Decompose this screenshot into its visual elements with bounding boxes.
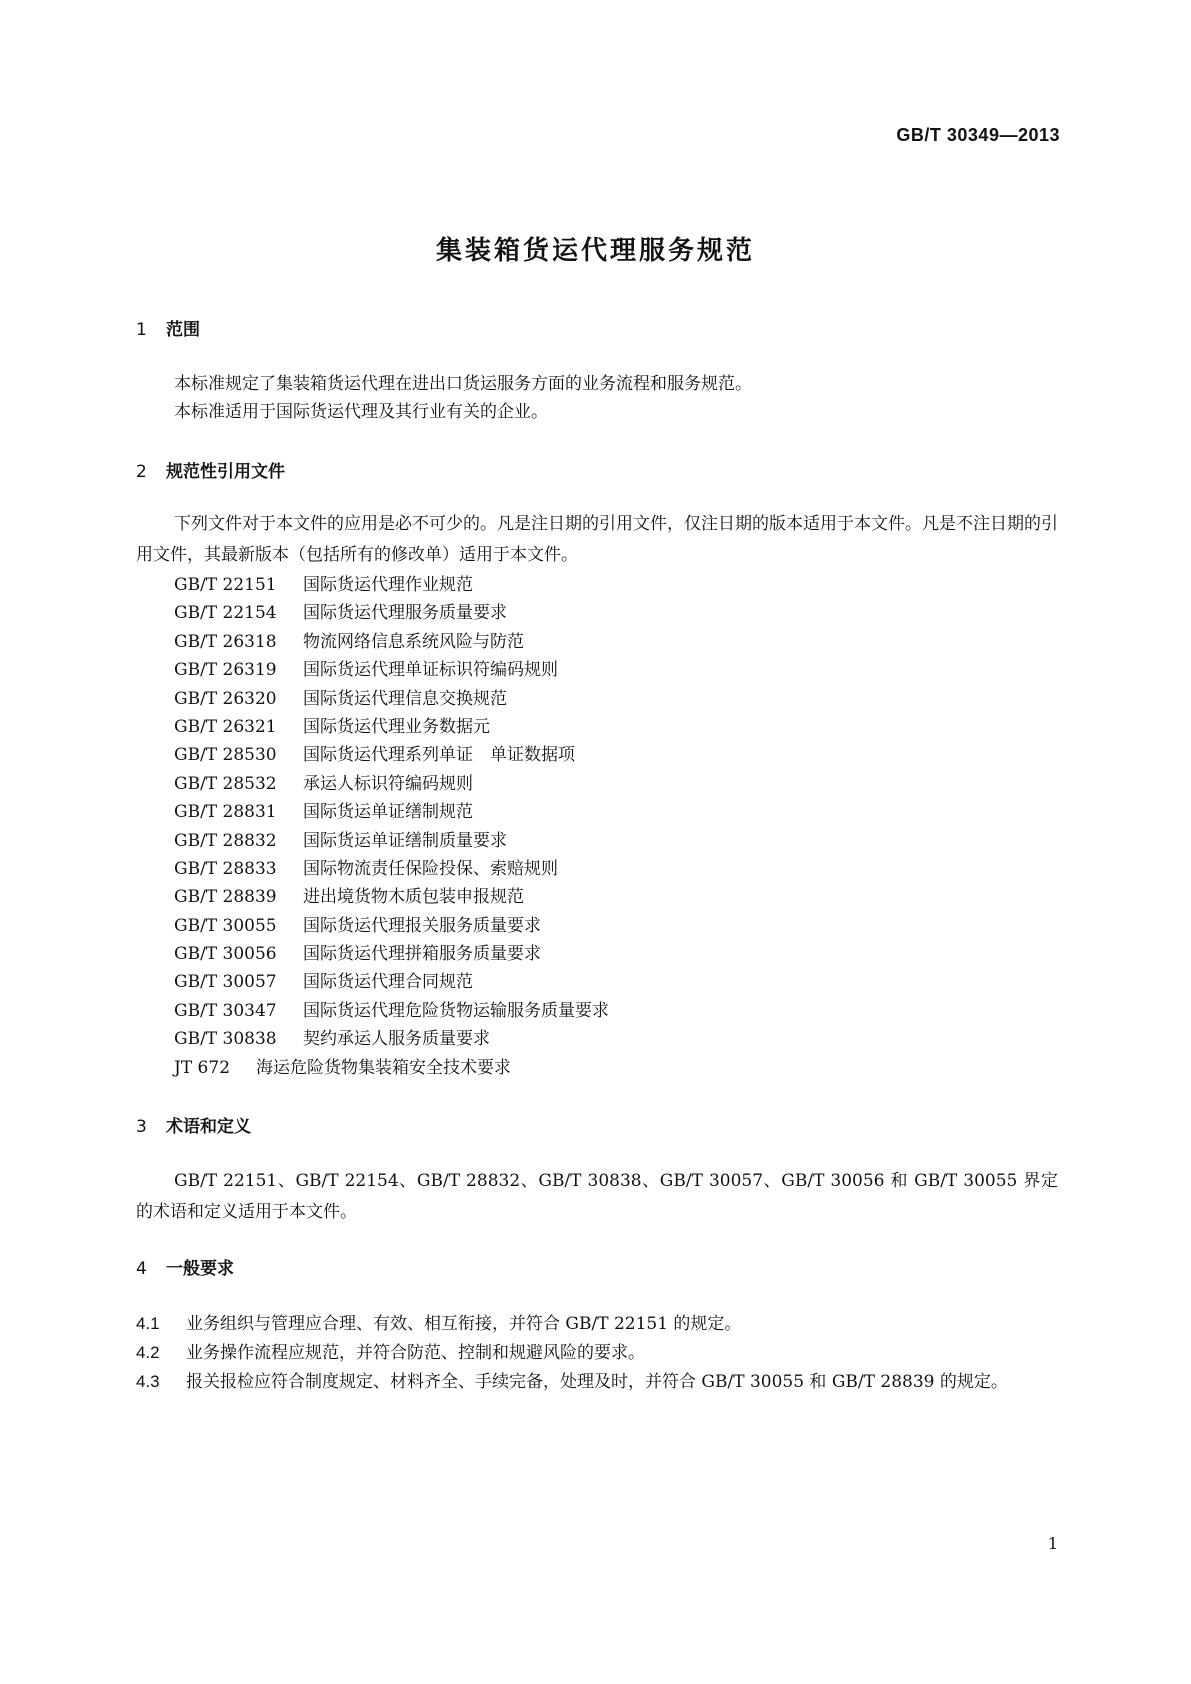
section-heading-normative-references — [136, 457, 285, 482]
reference-code: JT 672 — [174, 1058, 231, 1078]
reference-title: 国际货运单证缮制规范 — [303, 802, 473, 822]
reference-code: GB/T 30347 — [174, 1001, 277, 1021]
reference-item — [174, 655, 558, 680]
reference-title: 国际货运代理系列单证 单证数据项 — [303, 745, 575, 765]
reference-code: GB/T 28832 — [174, 831, 277, 851]
reference-title: 契约承运人服务质量要求 — [303, 1029, 490, 1049]
document-title: 集装箱货运代理服务规范 — [435, 236, 755, 266]
reference-item — [174, 712, 490, 737]
reference-code: GB/T 28833 — [174, 859, 277, 879]
reference-title: 国际货运代理单证标识符编码规则 — [303, 660, 558, 680]
standard-number: GB/T 30349—2013 — [896, 125, 1060, 145]
reference-item — [174, 854, 558, 879]
reference-title: 国际货运代理信息交换规范 — [303, 689, 507, 709]
reference-item — [174, 797, 473, 822]
reference-title: 国际货运单证缮制质量要求 — [303, 831, 507, 851]
reference-item — [174, 1053, 511, 1078]
section-heading-general-requirements — [136, 1254, 234, 1279]
reference-code: GB/T 22151 — [174, 575, 277, 595]
reference-code: GB/T 26319 — [174, 660, 277, 680]
reference-item — [174, 882, 524, 907]
reference-code: GB/T 22154 — [174, 603, 277, 623]
clause-text: 报关报检应符合制度规定、材料齐全、手续完备，处理及时，并符合 GB/T 30055 和 GB/T 28839 的规定。 — [186, 1372, 1008, 1392]
clause-4-3 — [136, 1366, 1058, 1398]
reference-item — [174, 826, 507, 851]
section-title: 一般要求 — [166, 1259, 234, 1279]
reference-code: GB/T 28532 — [174, 774, 277, 794]
reference-code: GB/T 28530 — [174, 745, 277, 765]
clause-text: 业务组织与管理应合理、有效、相互衔接，并符合 GB/T 22151 的规定。 — [186, 1314, 742, 1334]
clause-4-1 — [136, 1308, 1058, 1340]
reference-code: GB/T 28831 — [174, 802, 277, 822]
reference-title: 国际货运代理危险货物运输服务质量要求 — [303, 1001, 609, 1021]
reference-item — [174, 684, 507, 709]
reference-item — [174, 996, 609, 1021]
reference-item — [174, 967, 473, 992]
reference-code: GB/T 26321 — [174, 717, 277, 737]
reference-item — [174, 627, 524, 652]
reference-item — [174, 1024, 490, 1049]
section-number: 3 — [136, 1117, 147, 1137]
reference-title: 承运人标识符编码规则 — [303, 774, 473, 794]
reference-title: 国际货运代理报关服务质量要求 — [303, 916, 541, 936]
section-heading-terms-definitions — [136, 1112, 251, 1137]
reference-title: 国际货运代理合同规范 — [303, 972, 473, 992]
reference-item — [174, 598, 507, 623]
reference-title: 海运危险货物集装箱安全技术要求 — [256, 1058, 511, 1078]
page-number: 1 — [1047, 1534, 1058, 1553]
reference-title: 物流网络信息系统风险与防范 — [303, 632, 524, 652]
reference-title: 国际物流责任保险投保、索赔规则 — [303, 859, 558, 879]
reference-code: GB/T 26318 — [174, 632, 277, 652]
clause-number: 4.3 — [136, 1372, 160, 1391]
reference-item — [174, 570, 473, 595]
reference-title: 进出境货物木质包装申报规范 — [303, 887, 524, 907]
clause-4-2 — [136, 1337, 1058, 1369]
section-number: 2 — [136, 462, 147, 482]
scope-line-1: 本标准规定了集装箱货运代理在进出口货运服务方面的业务流程和服务规范。 — [174, 374, 752, 394]
clause-number: 4.1 — [136, 1314, 160, 1333]
reference-title: 国际货运代理服务质量要求 — [303, 603, 507, 623]
section-title: 术语和定义 — [166, 1117, 251, 1137]
reference-code: GB/T 26320 — [174, 689, 277, 709]
section-title: 规范性引用文件 — [166, 462, 285, 482]
section-number: 4 — [136, 1259, 147, 1279]
reference-item — [174, 740, 575, 765]
reference-item — [174, 769, 473, 794]
reference-title: 国际货运代理拼箱服务质量要求 — [303, 944, 541, 964]
reference-code: GB/T 28839 — [174, 887, 277, 907]
reference-code: GB/T 30838 — [174, 1029, 277, 1049]
reference-code: GB/T 30057 — [174, 972, 277, 992]
reference-code: GB/T 30056 — [174, 944, 277, 964]
reference-item — [174, 939, 541, 964]
reference-code: GB/T 30055 — [174, 916, 277, 936]
references-intro: 下列文件对于本文件的应用是必不可少的。凡是注日期的引用文件，仅注日期的版本适用于本文件。凡是不注日期的引用文件，其最新版本（包括所有的修改单）适用于本文件。 — [136, 514, 1058, 565]
reference-title: 国际货运代理作业规范 — [303, 575, 473, 595]
clause-number: 4.2 — [136, 1343, 160, 1362]
reference-item — [174, 911, 541, 936]
clause-text: 业务操作流程应规范，并符合防范、控制和规避风险的要求。 — [186, 1343, 645, 1363]
scope-line-2: 本标准适用于国际货运代理及其行业有关的企业。 — [174, 402, 548, 422]
reference-title: 国际货运代理业务数据元 — [303, 717, 490, 737]
section-title: 范围 — [166, 320, 200, 340]
section-number: 1 — [136, 320, 147, 340]
section-heading-scope — [136, 315, 200, 340]
terms-paragraph: GB/T 22151、GB/T 22154、GB/T 28832、GB/T 30838、GB/T 30057、GB/T 30056 和 GB/T 30055 界定的术语和定义适用于本文件。 — [136, 1171, 1058, 1222]
